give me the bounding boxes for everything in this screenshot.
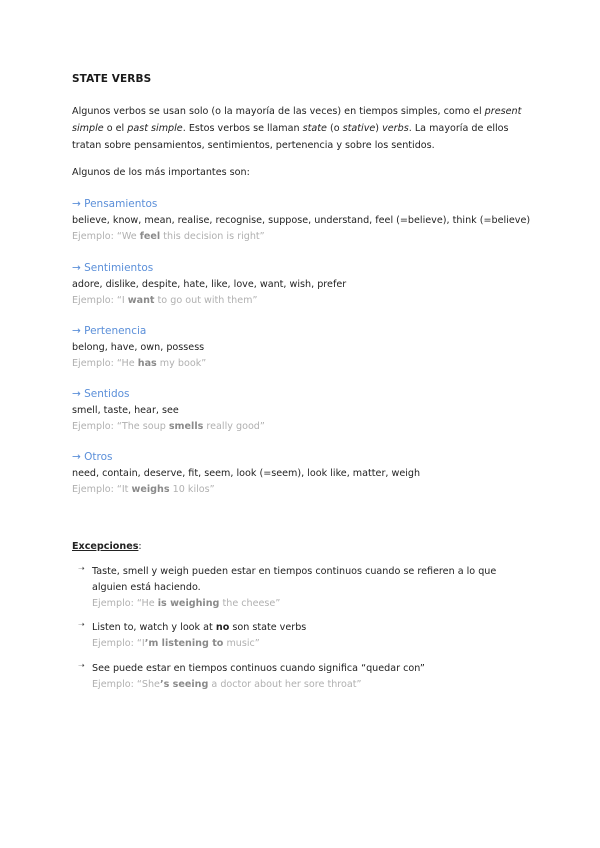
section-example [72,355,532,372]
example-highlight: feel [139,231,161,242]
intro-italic-stative: stative [342,123,376,134]
example-text: a doctor about her sore throat” [208,679,362,690]
section-example [72,418,532,435]
section-sentidos [72,386,532,435]
example-text: my book” [156,358,207,369]
section-pertenencia [72,323,532,372]
example-text: music” [223,638,260,649]
example-text: Ejemplo: “He [72,358,138,369]
arrow-bullet-icon: ➝ [78,620,85,629]
section-heading: → Sentimientos [72,262,154,274]
example-text: Ejemplo: “I [72,295,128,306]
section-example [72,228,532,245]
section-heading: → Sentidos [72,388,130,400]
section-sentimientos [72,260,532,309]
section-verbs: adore, dislike, despite, hate, like, love, want, wish, prefer [72,279,347,290]
section-otros [72,449,532,498]
exception-text-bold: no [215,622,230,633]
example-text: Ejemplo: “It [72,484,132,495]
exception-text-part: Listen to, watch y look at [92,622,216,633]
example-text: Ejemplo: “I [92,638,145,649]
example-text: 10 kilos” [169,484,215,495]
exception-example [92,596,532,612]
exception-text: Taste, smell y weigh pueden estar en tiempos continuos cuando se refieren a lo que alguien está haciendo. [92,566,497,593]
intro-text: Algunos verbos se usan solo (o la mayoría de las veces) en tiempos simples, como el [72,106,485,117]
page-title: STATE VERBS [72,73,152,85]
intro-italic-verbs: verbs [382,123,409,134]
intro-italic-present: present simple [72,106,522,134]
section-example [72,481,532,498]
exceptions-heading [72,541,142,552]
example-highlight: smells [168,421,204,432]
arrow-bullet-icon: ➝ [78,661,85,670]
example-text: Ejemplo: “He [92,598,158,609]
example-text: really good” [203,421,265,432]
example-text: this decision is right” [160,231,265,242]
intro-text: (o [326,123,343,134]
section-verbs: smell, taste, hear, see [72,405,179,416]
example-text: Ejemplo: “We [72,231,140,242]
example-highlight: ’s seeing [159,679,209,690]
section-heading: → Pensamientos [72,198,158,210]
example-text: the cheese” [219,598,281,609]
example-text: Ejemplo: “The soup [72,421,169,432]
exception-example [92,636,532,652]
section-pensamientos [72,196,532,245]
example-highlight: ’m listening to [144,638,224,649]
arrow-bullet-icon: ➝ [78,564,85,573]
intro-text: ) [375,123,383,134]
section-verbs: belong, have, own, possess [72,342,205,353]
example-text: Ejemplo: “She [92,679,160,690]
exception-text: See puede estar en tiempos continuos cuando significa “quedar con” [92,663,425,674]
section-verbs: need, contain, deserve, fit, seem, look (=seem), look like, matter, weigh [72,468,421,479]
exception-text-part: son state verbs [229,622,307,633]
section-heading: → Pertenencia [72,325,147,337]
example-highlight: want [127,295,155,306]
exceptions-colon: : [138,541,142,552]
exception-example [92,677,532,693]
section-verbs: believe, know, mean, realise, recognise, suppose, understand, feel (=believe), think (=believe) [72,215,531,226]
intro-italic-past: past simple [127,123,183,134]
intro-lead: Algunos de los más importantes son: [72,167,250,178]
intro-paragraph [72,103,522,154]
example-highlight: weighs [131,484,170,495]
intro-text: . La mayoría de ellos tratan sobre pensamientos, sentimientos, pertenencia y sobre los sentidos. [72,123,509,151]
section-example [72,292,532,309]
exception-text [92,620,532,636]
intro-text: . Estos verbos se llaman [182,123,303,134]
example-highlight: has [137,358,157,369]
exceptions-title: Excepciones [72,541,139,552]
intro-text: o el [103,123,128,134]
example-text: to go out with them” [154,295,258,306]
section-heading: → Otros [72,451,113,463]
example-highlight: is weighing [157,598,220,609]
intro-italic-state: state [302,123,327,134]
